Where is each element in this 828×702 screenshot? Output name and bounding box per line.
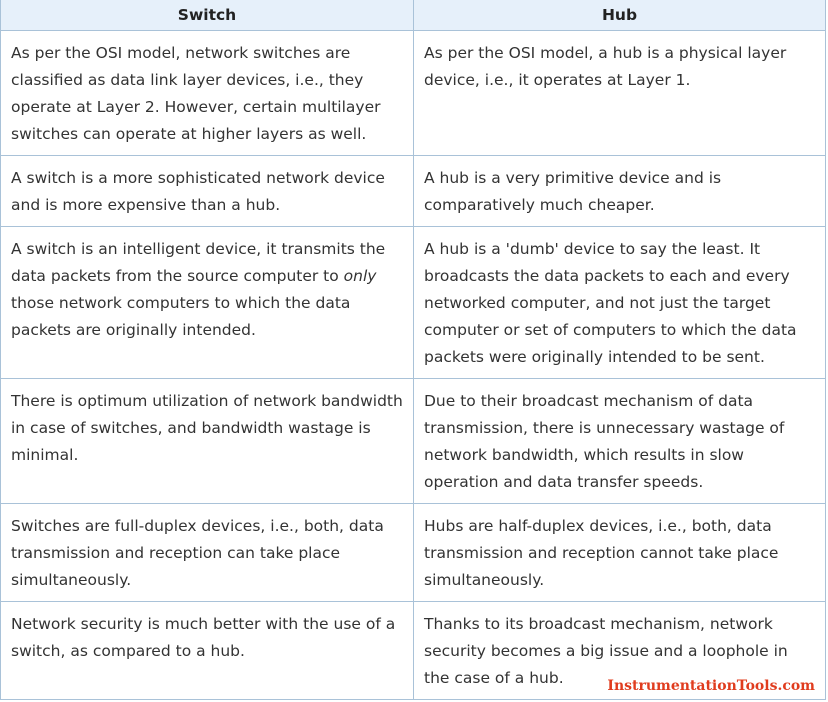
table-row [1,31,826,156]
header-hub: Hub [414,0,826,31]
hub-cell: As per the OSI model, a hub is a physical layer device, i.e., it operates at Layer 1. [414,31,826,156]
switch-cell: A switch is a more sophisticated network device and is more expensive than a hub. [1,156,414,227]
table-row [1,379,826,504]
switch-text-part: those network computers to which the data packets are originally intended. [11,294,351,339]
switch-cell: Network security is much better with the use of a switch, as compared to a hub. [1,602,414,700]
switch-text-part: A switch is an intelligent device, it transmits the data packets from the source computer to [11,240,386,285]
table-row [1,156,826,227]
switch-cell [1,227,414,379]
switch-cell: Switches are full-duplex devices, i.e., both, data transmission and reception can take place simultaneously. [1,504,414,602]
switch-cell: There is optimum utilization of network bandwidth in case of switches, and bandwidth wastage is minimal. [1,379,414,504]
hub-cell: Hubs are half-duplex devices, i.e., both, data transmission and reception cannot take place simultaneously. [414,504,826,602]
header-switch: Switch [1,0,414,31]
table-row [1,227,826,379]
hub-cell: Thanks to its broadcast mechanism, network security becomes a big issue and a loophole in the case of a hub. [414,602,826,700]
table-row [1,504,826,602]
switch-cell: As per the OSI model, network switches are classified as data link layer devices, i.e., they operate at Layer 2. However, certain multilayer switches can operate at higher layers as well. [1,31,414,156]
hub-cell: Due to their broadcast mechanism of data transmission, there is unnecessary wastage of network bandwidth, which results in slow operation and data transfer speeds. [414,379,826,504]
hub-cell: A hub is a 'dumb' device to say the least. It broadcasts the data packets to each and every networked computer, and not just the target computer or set of computers to which the data packets were originally intended to be sent. [414,227,826,379]
hub-cell: A hub is a very primitive device and is comparatively much cheaper. [414,156,826,227]
table-header-row [1,0,826,31]
site-watermark: InstrumentationTools.com [607,678,815,694]
switch-emphasis: only [343,267,377,285]
